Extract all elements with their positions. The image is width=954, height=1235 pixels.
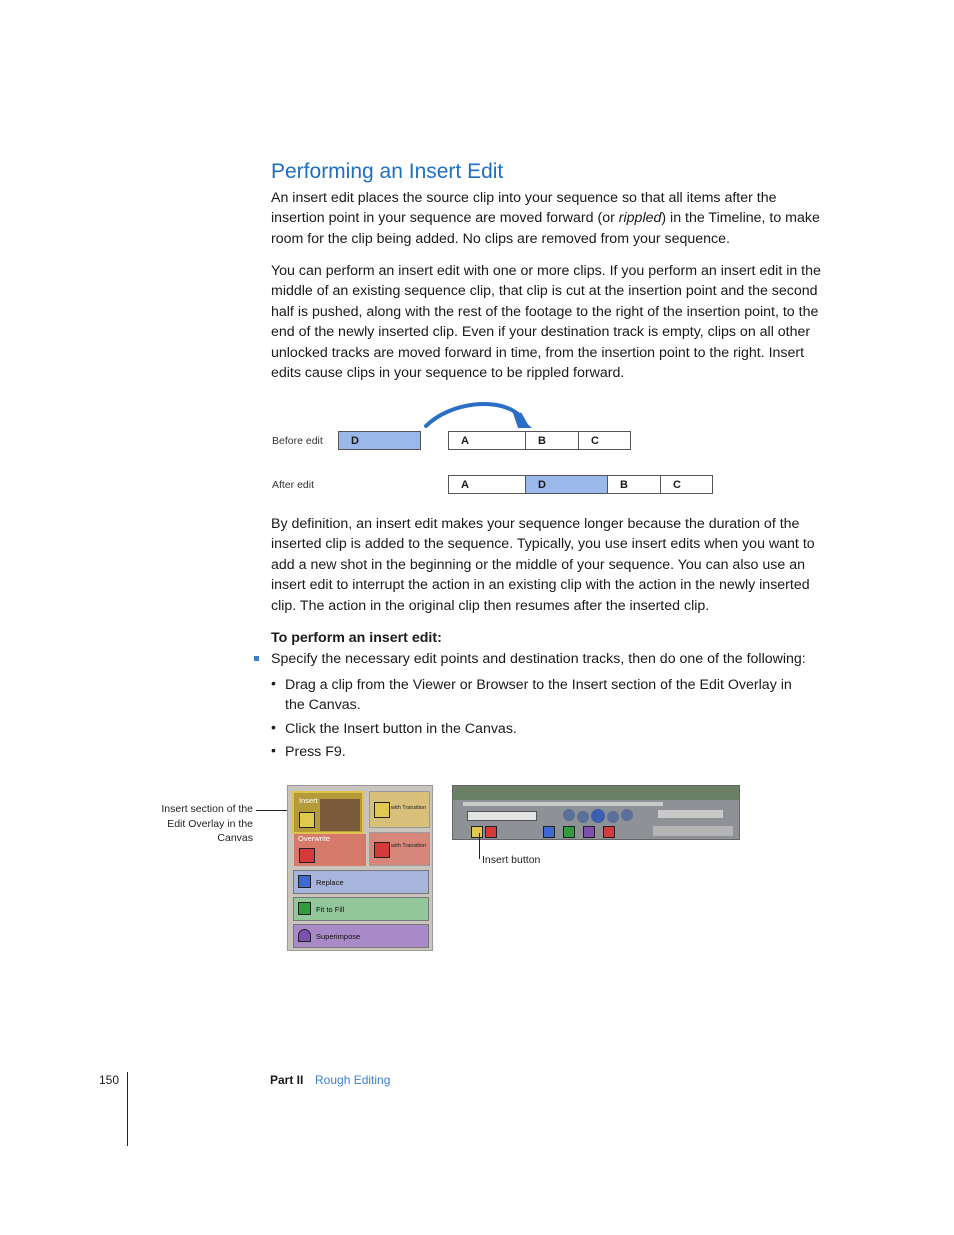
insert-button-callout-line xyxy=(479,833,480,859)
insert-label: Insert xyxy=(299,796,318,805)
replace-section[interactable] xyxy=(293,870,429,894)
overwrite-icon xyxy=(299,848,315,863)
after-clip-a: A xyxy=(448,475,526,494)
after-clip-b: B xyxy=(607,475,661,494)
edit-overlay xyxy=(287,785,433,951)
fit-to-fill-icon xyxy=(298,902,311,915)
overlay-callout: Insert section of the Edit Overlay in the Canvas xyxy=(161,803,253,844)
after-edit-label: After edit xyxy=(272,479,315,491)
before-clip-c: C xyxy=(578,431,631,450)
overwrite-section[interactable] xyxy=(294,834,366,866)
after-clip-c: C xyxy=(660,475,713,494)
before-clip-b: B xyxy=(525,431,579,450)
source-clip-d: D xyxy=(338,431,421,450)
option-bullet: • xyxy=(271,719,276,735)
intro-paragraph xyxy=(271,188,827,249)
intro-text-2: ) in the Timeline, to make room for the clip being added. No clips are removed from your sequence. xyxy=(271,210,820,247)
insert-section[interactable] xyxy=(292,791,364,834)
mark-controls[interactable] xyxy=(653,826,733,836)
mark-button[interactable] xyxy=(603,826,615,838)
option-bullet: • xyxy=(271,742,276,758)
with-transition-label: with Transition xyxy=(391,843,427,849)
prev-edit-button[interactable] xyxy=(563,809,575,821)
before-clip-a: A xyxy=(448,431,526,450)
next-edit-button[interactable] xyxy=(621,809,633,821)
insert-transition-icon xyxy=(374,802,390,818)
option-item-2: Click the Insert button in the Canvas. xyxy=(285,721,517,737)
superimpose-label: Superimpose xyxy=(316,932,361,941)
insert-arrow-icon xyxy=(420,398,540,432)
insert-arrow-icon xyxy=(299,812,315,828)
scrubber-bar[interactable] xyxy=(463,802,663,806)
canvas-controls xyxy=(452,785,740,840)
play-button[interactable] xyxy=(591,809,605,823)
play-in-out-button[interactable] xyxy=(577,811,589,823)
section-heading: Performing an Insert Edit xyxy=(271,160,504,183)
body-paragraph-3: By definition, an insert edit makes your sequence longer because the duration of the inserted clip is added to the sequence. Typically, you use insert edits when you want to add a new shot in the beginning or the middle of your sequence. You can also use an insert edit to interrupt the action in an existing clip with the action in the newly inserted clip. The action in the original clip then resumes after the inserted clip. xyxy=(271,516,815,614)
page-number: 150 xyxy=(99,1073,120,1087)
play-around-button[interactable] xyxy=(607,811,619,823)
intro-emphasis: rippled xyxy=(618,210,662,227)
before-edit-label: Before edit xyxy=(272,435,323,447)
superimpose-button[interactable] xyxy=(583,826,595,838)
step-bullet-icon xyxy=(254,656,259,661)
option-item-3: Press F9. xyxy=(285,744,346,760)
insert-with-transition[interactable] xyxy=(369,791,430,828)
replace-button[interactable] xyxy=(543,826,555,838)
step-text: Specify the necessary edit points and destination tracks, then do one of the following: xyxy=(271,651,806,667)
superimpose-section[interactable] xyxy=(293,924,429,948)
footer-part: Part II xyxy=(270,1073,304,1087)
overwrite-transition-icon xyxy=(374,842,390,858)
canvas-video-strip xyxy=(453,786,739,800)
with-transition-label: with Transition xyxy=(391,805,427,811)
option-item-1: Drag a clip from the Viewer or Browser to the Insert section of the Edit Overlay in the Canvas. xyxy=(285,677,792,713)
fit-to-fill-section[interactable] xyxy=(293,897,429,921)
superimpose-icon xyxy=(298,929,311,942)
body-paragraph-2: You can perform an insert edit with one or more clips. If you perform an insert edit in the middle of an existing sequence clip, that clip is cut at the insertion point and the second half is pushed, along with the rest of the footage to the right of the insertion point, to the end of the newly inserted clip. Even if your destination track is empty, clips on all other unlocked tracks are moved forward in time, from the insertion point to the right. Insert edits cause clips in your sequence to be rippled forward. xyxy=(271,263,821,382)
insert-button[interactable] xyxy=(471,826,483,838)
fit-to-fill-button[interactable] xyxy=(563,826,575,838)
option-bullet: • xyxy=(271,675,276,691)
jog-control[interactable] xyxy=(467,811,537,821)
insert-button-callout: Insert button xyxy=(482,854,541,866)
overwrite-button[interactable] xyxy=(485,826,497,838)
shuttle-control[interactable] xyxy=(658,810,723,818)
intro-text-1: An insert edit places the source clip into your sequence so that all items after the insertion point in your sequence are moved forward (or xyxy=(271,190,777,227)
replace-icon xyxy=(298,875,311,888)
video-frame-thumbnail xyxy=(320,799,360,831)
footer-rule xyxy=(127,1072,128,1146)
procedure-heading: To perform an insert edit: xyxy=(271,630,442,646)
replace-label: Replace xyxy=(316,878,344,887)
overwrite-with-transition[interactable] xyxy=(369,832,430,866)
overwrite-label: Overwrite xyxy=(298,834,331,843)
fit-to-fill-label: Fit to Fill xyxy=(316,905,345,914)
footer-chapter: Rough Editing xyxy=(315,1073,391,1087)
after-clip-d: D xyxy=(525,475,608,494)
